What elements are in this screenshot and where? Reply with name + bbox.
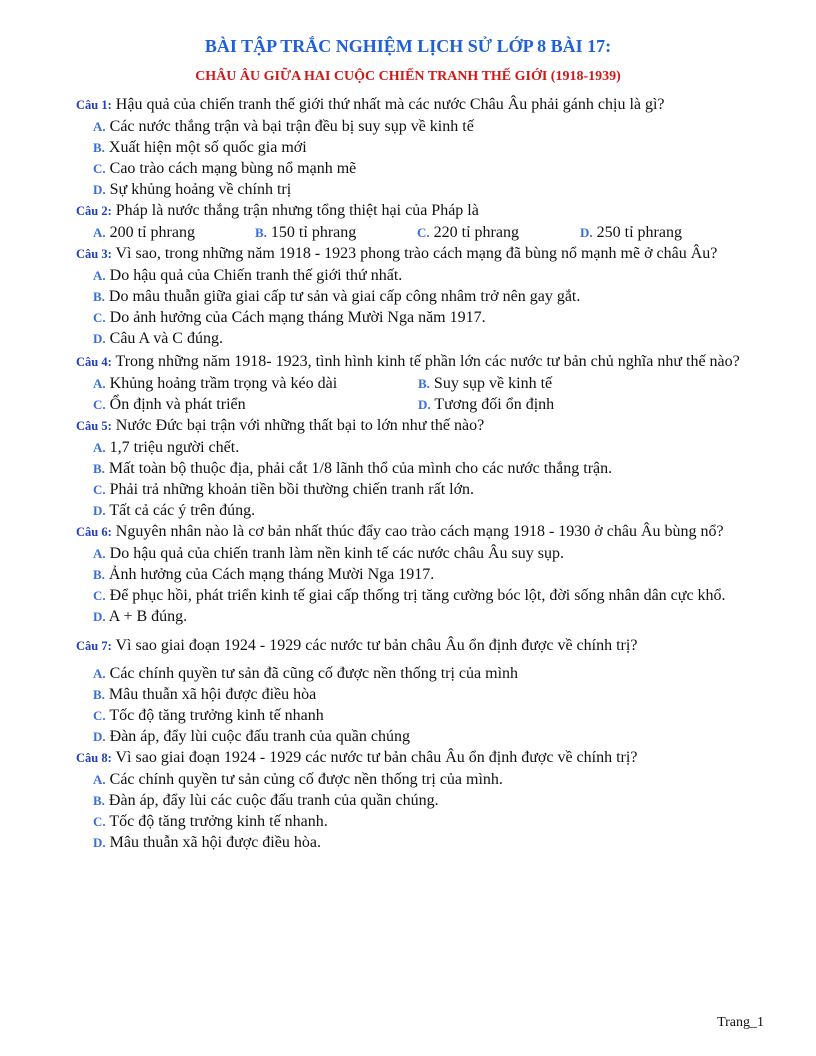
question-8: [76, 747, 766, 769]
question-3: [76, 243, 766, 265]
option-label: C.: [417, 225, 430, 240]
question-label: Câu 7:: [76, 639, 112, 653]
option-8a: [76, 769, 766, 790]
option-text: 150 tỉ phrang: [270, 224, 357, 241]
option-text: 250 tỉ phrang: [596, 224, 682, 241]
option-label: A.: [93, 268, 106, 283]
option-5a: [76, 437, 766, 458]
option-row-4a: [76, 373, 766, 394]
option-4b: [418, 373, 552, 394]
option-text: Mất toàn bộ thuộc địa, phải cắt 1/8 lãnh thổ của mình cho các nước thắng trận.: [108, 460, 613, 477]
page-subtitle: CHÂU ÂU GIỮA HAI CUỘC CHIẾN TRANH THẾ GIỚI (1918-1939): [195, 69, 621, 84]
option-label: C.: [93, 161, 106, 176]
option-2c: [417, 222, 580, 243]
option-text: Các chính quyền tư sản củng cố được nền thống trị của mình.: [109, 771, 503, 788]
question-text: Vì sao giai đoạn 1924 - 1929 các nước tư bản châu Âu ổn định được về chính trị?: [115, 637, 638, 654]
option-text: Phải trả những khoản tiền bồi thường chiến tranh rất lớn.: [109, 481, 475, 498]
option-text: Khủng hoảng trầm trọng và kéo dài: [109, 375, 338, 392]
option-text: Tương đối ổn định: [434, 396, 555, 413]
option-3c: [76, 307, 766, 328]
option-label: B.: [93, 687, 105, 702]
option-text: Các chính quyền tư sản đã cũng cố được nền thống trị của mình: [109, 665, 519, 682]
question-4: [76, 351, 766, 373]
option-text: A + B đúng.: [108, 608, 188, 625]
option-2a: [93, 222, 255, 243]
option-row-4b: [76, 394, 766, 415]
option-5b: [76, 458, 766, 479]
option-label: A.: [93, 440, 106, 455]
option-label: D.: [418, 397, 431, 412]
spacer: [76, 627, 766, 635]
question-1: [76, 94, 766, 116]
option-8b: [76, 790, 766, 811]
option-label: B.: [418, 376, 430, 391]
option-7c: [76, 705, 766, 726]
option-3d: [76, 328, 766, 349]
question-label: Câu 5:: [76, 419, 112, 433]
question-text: Pháp là nước thắng trận nhưng tổng thiệt hại của Pháp là: [115, 202, 479, 219]
option-2d: [580, 222, 682, 243]
option-text: Mâu thuẫn xã hội được điều hòa: [108, 686, 317, 703]
question-2: [76, 200, 766, 222]
option-text: 200 tỉ phrang: [109, 224, 195, 241]
option-label: B.: [93, 140, 105, 155]
option-label: A.: [93, 225, 106, 240]
option-text: Sự khủng hoảng về chính trị: [109, 181, 292, 198]
question-5: [76, 415, 766, 437]
option-text: Xuất hiện một số quốc gia mới: [108, 139, 307, 156]
option-text: Do hậu quả của chiến tranh làm nền kinh tế các nước châu Âu suy sụp.: [109, 545, 564, 562]
question-label: Câu 2:: [76, 204, 112, 218]
option-1b: [76, 137, 766, 158]
option-text: Mâu thuẫn xã hội được điều hòa.: [109, 834, 321, 851]
option-6c: [76, 585, 766, 606]
option-text: Câu A và C đúng.: [109, 330, 223, 347]
option-1d: [76, 179, 766, 200]
option-6a: [76, 543, 766, 564]
option-label: D.: [93, 331, 106, 346]
question-text: Vì sao, trong những năm 1918 - 1923 phong trào cách mạng đã bùng nổ mạnh mẽ ở châu Âu?: [115, 245, 718, 262]
option-5c: [76, 479, 766, 500]
option-7d: [76, 726, 766, 747]
question-text: Nước Đức bại trận với những thất bại to lớn như thế nào?: [115, 417, 485, 434]
option-label: B.: [93, 289, 105, 304]
option-label: D.: [93, 835, 106, 850]
option-text: Tốc độ tăng trưởng kinh tế nhanh: [109, 707, 324, 724]
option-text: Để phục hồi, phát triển kinh tế giai cấp thống trị tăng cường bóc lột, đời sống nhân dân cực khổ.: [109, 587, 726, 604]
option-6b: [76, 564, 766, 585]
option-label: B.: [93, 567, 105, 582]
option-text: Do ảnh hưởng của Cách mạng tháng Mười Nga năm 1917.: [109, 309, 486, 326]
question-7: [76, 635, 766, 657]
option-1c: [76, 158, 766, 179]
question-6: [76, 521, 766, 543]
option-8d: [76, 832, 766, 853]
option-text: Các nước thắng trận và bại trận đều bị suy sụp về kinh tế: [109, 118, 474, 135]
option-8c: [76, 811, 766, 832]
option-text: Tốc độ tăng trưởng kinh tế nhanh.: [109, 813, 328, 830]
question-text: Trong những năm 1918- 1923, tình hình kinh tế phần lớn các nước tư bản chủ nghĩa như thế nào?: [115, 353, 740, 370]
option-text: Đàn áp, đẩy lùi cuộc đấu tranh của quần chúng: [109, 728, 410, 745]
option-label: B.: [255, 225, 267, 240]
page-title: BÀI TẬP TRẮC NGHIỆM LỊCH SỬ LỚP 8 BÀI 17:: [204, 36, 612, 56]
question-label: Câu 6:: [76, 525, 112, 539]
option-label: D.: [93, 503, 106, 518]
option-6d: [76, 606, 766, 627]
question-text: Nguyên nhân nào là cơ bản nhất thúc đẩy cao trào cách mạng 1918 - 1930 ở châu Âu bùng nổ?: [115, 523, 724, 540]
question-text: Hậu quả của chiến tranh thế giới thứ nhất mà các nước Châu Âu phải gánh chịu là gì?: [115, 96, 665, 113]
option-text: Tất cả các ý trên đúng.: [109, 502, 256, 519]
option-label: A.: [93, 546, 106, 561]
question-label: Câu 3:: [76, 247, 112, 261]
option-3a: [76, 265, 766, 286]
question-label: Câu 8:: [76, 751, 112, 765]
option-label: C.: [93, 310, 106, 325]
option-3b: [76, 286, 766, 307]
question-text: Vì sao giai đoạn 1924 - 1929 các nước tư bản châu Âu ổn định được về chính trị?: [115, 749, 638, 766]
option-label: A.: [93, 376, 106, 391]
option-text: Do mâu thuẫn giữa giai cấp tư sản và giai cấp công nhâm trở nên gay gắt.: [108, 288, 581, 305]
page-number: Trang_1: [717, 1015, 764, 1030]
option-text: Ảnh hưởng của Cách mạng tháng Mười Nga 1917.: [108, 566, 435, 583]
option-text: Đàn áp, đẩy lùi các cuộc đấu tranh của quần chúng.: [108, 792, 439, 809]
option-label: D.: [93, 729, 106, 744]
question-label: Câu 1:: [76, 98, 112, 112]
question-list: [76, 94, 766, 853]
option-text: Suy sụp về kinh tế: [433, 375, 553, 392]
option-text: Ổn định và phát triển: [109, 396, 246, 413]
option-7a: [76, 663, 766, 684]
option-label: C.: [93, 397, 106, 412]
option-4c: [93, 394, 418, 415]
option-label: A.: [93, 666, 106, 681]
option-1a: [76, 116, 766, 137]
option-2b: [255, 222, 417, 243]
option-4d: [418, 394, 554, 415]
option-text: Cao trào cách mạng bùng nổ mạnh mẽ: [109, 160, 357, 177]
option-text: 220 tỉ phrang: [433, 224, 519, 241]
option-label: A.: [93, 772, 106, 787]
option-7b: [76, 684, 766, 705]
option-4a: [93, 373, 418, 394]
option-label: C.: [93, 588, 106, 603]
option-label: D.: [93, 609, 106, 624]
option-label: C.: [93, 814, 106, 829]
option-label: B.: [93, 461, 105, 476]
option-label: C.: [93, 708, 106, 723]
option-5d: [76, 500, 766, 521]
option-label: D.: [93, 182, 106, 197]
option-label: D.: [580, 225, 593, 240]
option-row-2: [76, 222, 766, 243]
option-label: C.: [93, 482, 106, 497]
option-label: B.: [93, 793, 105, 808]
question-label: Câu 4:: [76, 355, 112, 369]
option-text: 1,7 triệu người chết.: [109, 439, 240, 456]
option-label: A.: [93, 119, 106, 134]
option-text: Do hậu quả của Chiến tranh thế giới thứ nhất.: [109, 267, 403, 284]
